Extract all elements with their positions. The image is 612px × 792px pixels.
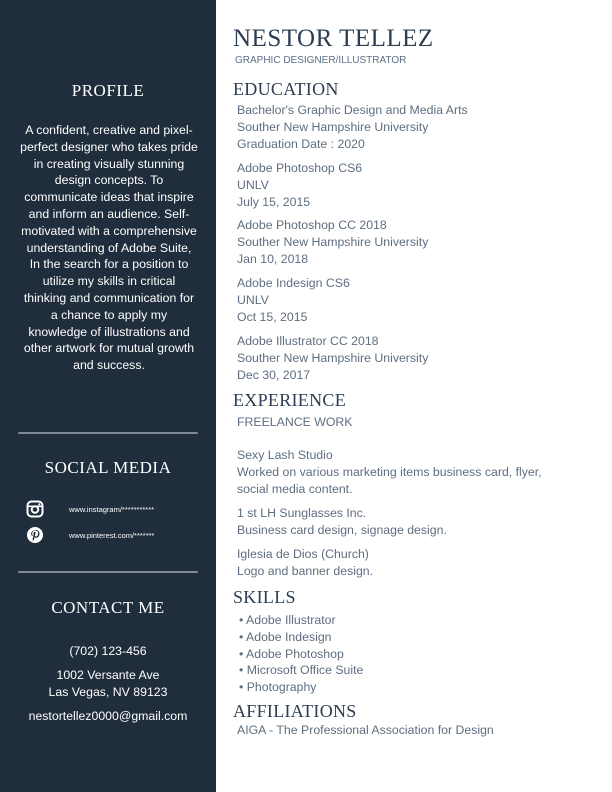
experience-item: [237, 546, 373, 580]
education-item: [237, 160, 362, 211]
experience-line: Iglesia de Dios (Church): [237, 547, 369, 561]
education-line: Adobe Indesign CS6: [237, 276, 350, 290]
experience-line: Sexy Lash Studio: [237, 448, 333, 462]
skill-item: • Microsoft Office Suite: [239, 663, 364, 678]
profile-heading: PROFILE: [71, 81, 145, 100]
profile-text: A confident, creative and pixel-perfect designer who takes pride in creating visually stunning design concepts. To communicate ideas that inspire and inform an audience. Self-motivated with a comprehensive understanding of Adobe Suite, In the search for a position to utilize my skills in critical thinking and communication for a chance to apply my knowledge of illustrations and other artwork for mutual growth and success.: [20, 123, 198, 373]
education-heading: EDUCATION: [233, 79, 339, 99]
education-line: Adobe Photoshop CS6: [237, 161, 363, 175]
skill-item: • Adobe Illustrator: [239, 613, 336, 627]
divider: [18, 571, 198, 573]
instagram-icon: [26, 500, 44, 518]
experience-line: Worked on various marketing items business card, flyer,: [237, 465, 542, 479]
instagram-handle[interactable]: www.instagram/***********: [69, 504, 155, 514]
education-line: Souther New Hampshire University: [237, 351, 429, 365]
skills-list: [239, 612, 363, 696]
education-line: Jan 10, 2018: [237, 252, 309, 266]
education-item: [237, 102, 468, 153]
experience-subheading: FREELANCE WORK: [237, 415, 353, 429]
person-name: NESTOR TELLEZ: [233, 25, 434, 52]
skill-item: • Photography: [239, 680, 317, 695]
education-line: Adobe Photoshop CC 2018: [237, 218, 387, 232]
address-line-2: Las Vegas, NV 89123: [48, 685, 168, 699]
pinterest-icon: [26, 526, 44, 544]
phone-number: (702) 123-456: [69, 644, 147, 658]
skills-heading: SKILLS: [233, 587, 296, 607]
education-line: Adobe Illustrator CC 2018: [237, 334, 379, 348]
education-line: Souther New Hampshire University: [237, 120, 429, 134]
experience-heading: EXPERIENCE: [233, 390, 346, 410]
education-item: [237, 275, 350, 326]
experience-line: social media content.: [237, 482, 353, 496]
contact-heading: CONTACT ME: [51, 598, 165, 617]
sidebar: [0, 0, 216, 792]
experience-line: Business card design, signage design.: [237, 523, 447, 537]
education-line: Dec 30, 2017: [237, 368, 311, 382]
education-line: UNLV: [237, 178, 269, 192]
education-item: [237, 333, 428, 384]
education-line: Souther New Hampshire University: [237, 235, 429, 249]
experience-line: 1 st LH Sunglasses Inc.: [237, 506, 367, 520]
education-line: Bachelor's Graphic Design and Media Arts: [237, 103, 468, 117]
experience-line: Logo and banner design.: [237, 564, 374, 578]
education-line: Graduation Date : 2020: [237, 137, 365, 151]
address-line-1: 1002 Versante Ave: [56, 668, 160, 682]
experience-item: [237, 505, 447, 539]
email-address[interactable]: nestortellez0000@gmail.com: [28, 709, 188, 723]
social-item-instagram[interactable]: [26, 500, 155, 518]
divider: [18, 432, 198, 434]
skill-item: • Adobe Photoshop: [239, 646, 344, 661]
job-title: GRAPHIC DESIGNER/ILLUSTRATOR: [235, 55, 407, 66]
pinterest-handle[interactable]: www.pinterest.com/*******: [69, 530, 155, 540]
education-line: UNLV: [237, 293, 269, 307]
social-item-pinterest[interactable]: [26, 526, 155, 544]
social-media-heading: SOCIAL MEDIA: [44, 458, 172, 477]
education-line: Oct 15, 2015: [237, 310, 308, 324]
experience-item: [237, 447, 542, 498]
affiliations-heading: AFFILIATIONS: [233, 701, 357, 721]
education-item: [237, 217, 428, 268]
skill-item: • Adobe Indesign: [239, 629, 332, 644]
affiliation-item: AIGA - The Professional Association for Design: [237, 723, 494, 737]
education-line: July 15, 2015: [237, 195, 311, 209]
